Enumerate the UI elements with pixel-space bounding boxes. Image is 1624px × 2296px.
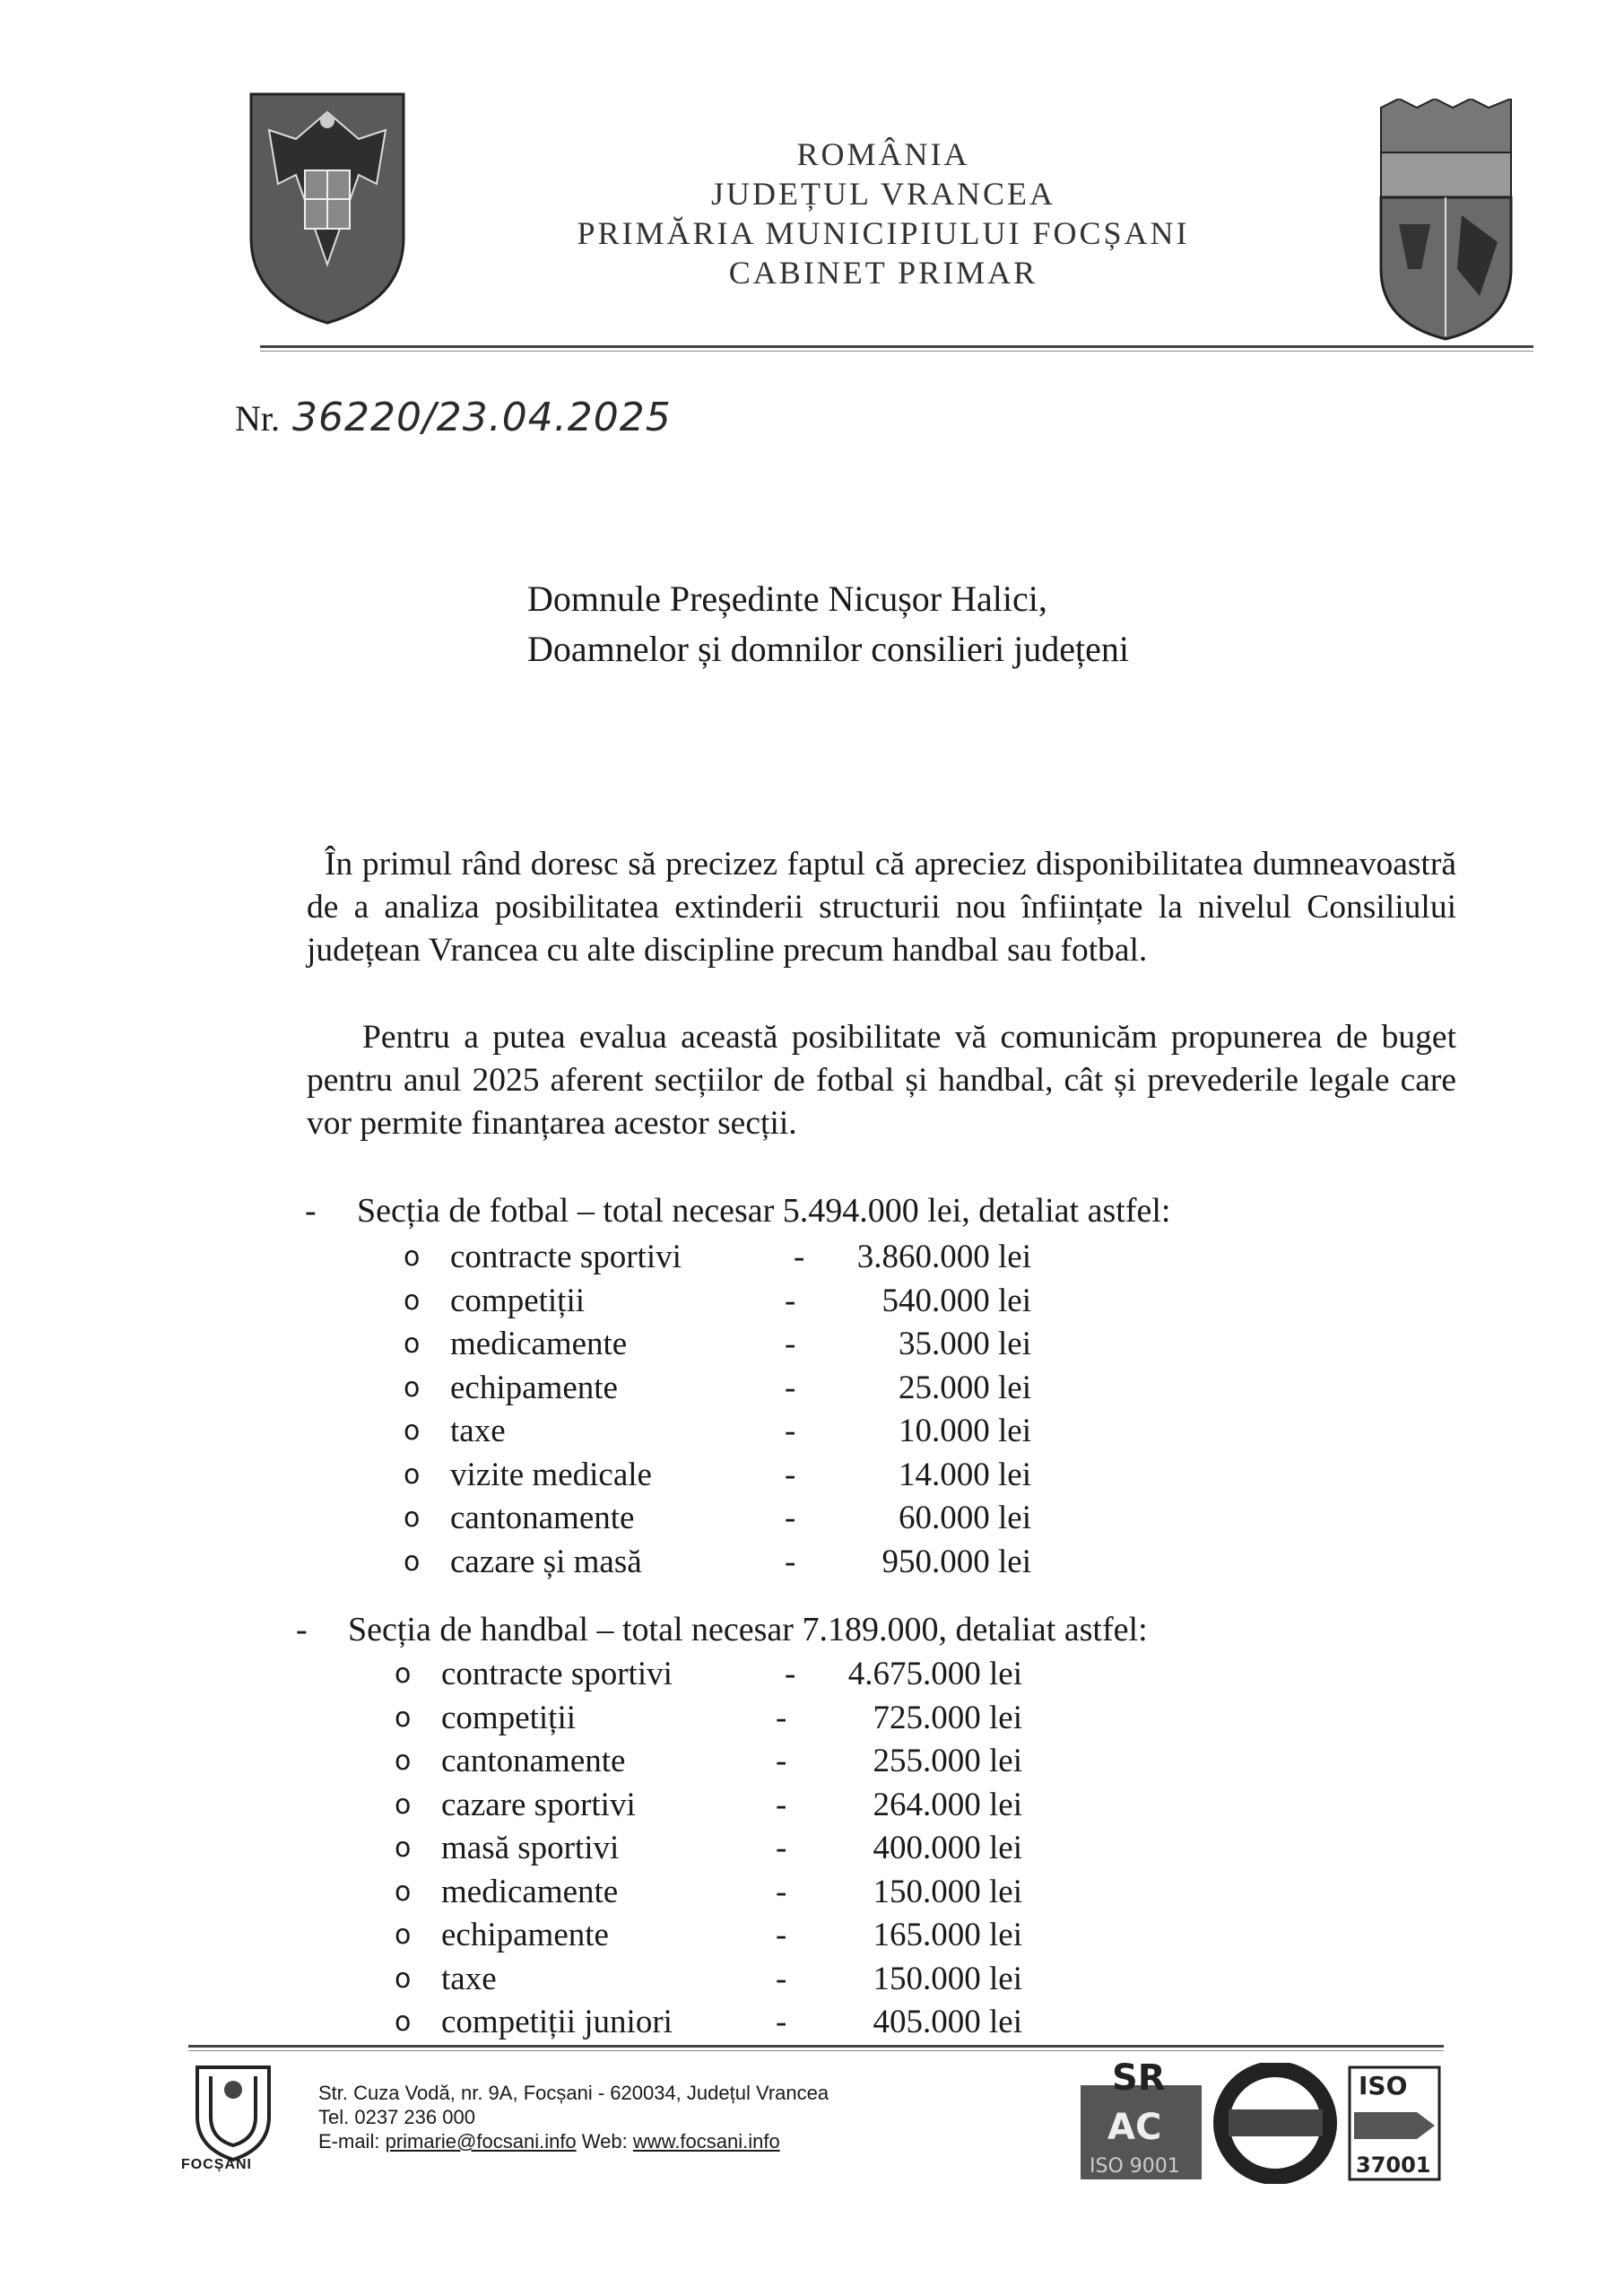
section-handbal-heading-text: Secția de handbal – total necesar 7.189.000, detaliat astfel:: [348, 1611, 1148, 1648]
handbal-item-0: [395, 1653, 1112, 1696]
fotbal-item-amount: 540.000 lei: [881, 1282, 1031, 1319]
fotbal-item-label: competiții: [450, 1282, 586, 1319]
salutation: [527, 574, 1129, 674]
list-dash: -: [776, 1830, 787, 1866]
salutation-line-councillors: Doamnelor și domnilor consilieri județeni: [527, 629, 1129, 669]
handbal-item-5: [395, 1871, 1112, 1914]
fotbal-item-label: echipamente: [450, 1369, 618, 1406]
fotbal-item-5: [404, 1454, 1121, 1497]
fotbal-item-label: cantonamente: [450, 1500, 635, 1536]
body-paragraph-1: În primul rând doresc să precizez faptul că apreciez disponibilitatea dumneavoastră de a analiza posibilitatea extinderii structurii nou înființate la nivelul Consiliului județean Vrancea cu alte discipline precum handbal sau fotbal.: [307, 846, 1456, 969]
header-divider: [260, 345, 1533, 348]
svg-text:37001: 37001: [1356, 2152, 1431, 2178]
fotbal-item-amount: 14.000 lei: [899, 1456, 1031, 1493]
header-municipality: PRIMĂRIA MUNICIPIULUI FOCȘANI: [577, 215, 1190, 251]
fotbal-item-amount: 3.860.000 lei: [856, 1239, 1031, 1275]
list-dash: -: [776, 1743, 787, 1779]
list-bullet: o: [395, 1919, 412, 1951]
certification-seal-icon: [1211, 2063, 1341, 2184]
fotbal-item-amount: 950.000 lei: [881, 1543, 1031, 1580]
handbal-item-label: cazare sportivi: [441, 1786, 636, 1823]
footer-divider: [188, 2045, 1444, 2048]
handbal-item-2: [395, 1740, 1112, 1783]
footer-contact: [318, 2081, 829, 2153]
handbal-item-amount: 4.675.000 lei: [847, 1656, 1022, 1692]
header-institution: [502, 135, 1264, 292]
handbal-item-label: cantonamente: [441, 1743, 626, 1779]
fotbal-item-amount: 25.000 lei: [899, 1369, 1031, 1406]
handbal-item-amount: 165.000 lei: [873, 1917, 1022, 1953]
list-bullet: o: [404, 1284, 421, 1317]
handbal-item-amount: 725.000 lei: [873, 1699, 1022, 1736]
handbal-item-amount: 150.000 lei: [873, 1960, 1022, 1997]
handbal-item-amount: 405.000 lei: [873, 2004, 1022, 2040]
list-dash: -: [776, 1699, 787, 1736]
svg-text:ISO 9001: ISO 9001: [1090, 2155, 1180, 2178]
handbal-item-label: contracte sportivi: [441, 1656, 673, 1692]
salutation-line-president: Domnule Președinte Nicușor Halici,: [527, 578, 1047, 619]
list-dash: -: [785, 1413, 796, 1449]
list-dash: -: [785, 1500, 796, 1536]
footer-online: [318, 2129, 829, 2153]
handbal-item-7: [395, 1958, 1112, 2001]
list-bullet: o: [395, 1658, 412, 1690]
fotbal-item-label: cazare și masă: [450, 1543, 642, 1580]
handbal-item-8: [395, 2001, 1112, 2044]
footer-logo-text: FOCȘANI: [181, 2157, 252, 2172]
handbal-item-3: [395, 1784, 1112, 1827]
section-handbal-heading: - Secția de handbal – total necesar 7.189.000, detaliat astfel:: [296, 1611, 1148, 1648]
handbal-item-label: masă sportivi: [441, 1830, 620, 1866]
handbal-item-1: [395, 1697, 1112, 1740]
footer-web-link[interactable]: www.focsani.info: [632, 2130, 780, 2152]
handbal-item-label: echipamente: [441, 1917, 609, 1953]
handbal-item-label: medicamente: [441, 1873, 619, 1910]
list-dash: -: [785, 1326, 796, 1362]
section-fotbal-heading-text: Secția de fotbal – total necesar 5.494.000 lei, detaliat astfel:: [357, 1192, 1171, 1230]
footer-email-label: E-mail:: [318, 2130, 380, 2152]
list-dash: -: [776, 1873, 787, 1910]
svg-text:ISO: ISO: [1359, 2071, 1408, 2100]
fotbal-item-amount: 35.000 lei: [899, 1326, 1031, 1362]
footer-divider-thin: [188, 2050, 1444, 2051]
iso-37001-cert-icon: [1345, 2063, 1444, 2184]
handbal-item-4: [395, 1827, 1112, 1870]
fotbal-item-label: vizite medicale: [450, 1456, 652, 1493]
list-bullet: o: [395, 1788, 412, 1821]
handbal-item-6: [395, 1914, 1112, 1957]
fotbal-item-3: [404, 1367, 1121, 1410]
list-dash: -: [785, 1282, 796, 1319]
svg-text:SR: SR: [1112, 2063, 1166, 2099]
list-bullet: o: [395, 1962, 412, 1995]
svg-text:AC: AC: [1107, 2107, 1162, 2148]
sracc-iso9001-cert-icon: [1076, 2063, 1206, 2184]
fotbal-item-4: [404, 1410, 1121, 1453]
list-dash: -: [776, 2004, 787, 2040]
handbal-item-amount: 255.000 lei: [873, 1743, 1022, 1779]
list-dash: -: [776, 1960, 787, 1997]
handbal-item-amount: 150.000 lei: [873, 1873, 1022, 1910]
romania-coat-of-arms-icon: [242, 85, 413, 327]
list-dash: -: [794, 1239, 805, 1275]
fotbal-item-7: [404, 1541, 1121, 1584]
header-county: JUDEȚUL VRANCEA: [711, 176, 1055, 212]
fotbal-item-label: taxe: [450, 1413, 506, 1449]
list-bullet: o: [395, 1701, 412, 1734]
header-divider-thin: [260, 351, 1533, 352]
list-dash: -: [785, 1369, 796, 1406]
list-bullet: o: [404, 1545, 421, 1578]
registration-number: [235, 395, 672, 440]
body-paragraph-2: Pentru a putea evalua această posibilitate vă comunicăm propunerea de buget pentru anul 2025 aferent secțiilor de fotbal și handbal, cât și prevederile legale care vor permite finanțarea acestor secții.: [307, 1019, 1456, 1142]
list-dash: -: [785, 1543, 796, 1580]
fotbal-item-amount: 60.000 lei: [899, 1500, 1031, 1536]
section-fotbal-heading: - Secția de fotbal – total necesar 5.494.000 lei, detaliat astfel:: [305, 1192, 1171, 1230]
list-dash: -: [776, 1917, 787, 1953]
fotbal-item-2: [404, 1323, 1121, 1366]
list-bullet: o: [404, 1502, 421, 1534]
list-bullet: o: [404, 1458, 421, 1491]
registration-prefix: Nr.: [235, 398, 280, 439]
footer-email-link[interactable]: primarie@focsani.info: [385, 2130, 577, 2152]
list-bullet: o: [395, 1875, 412, 1908]
list-bullet: o: [395, 1832, 412, 1864]
fotbal-item-1: [404, 1280, 1121, 1323]
list-dash: -: [785, 1456, 796, 1493]
handbal-item-label: taxe: [441, 1960, 497, 1997]
header-office: CABINET PRIMAR: [728, 255, 1038, 291]
list-bullet: o: [404, 1371, 421, 1404]
list-bullet: o: [404, 1241, 421, 1273]
list-dash: -: [776, 1786, 787, 1823]
footer-web-label: Web:: [581, 2130, 628, 2152]
list-bullet: o: [395, 2006, 412, 2038]
vrancea-coat-of-arms-icon: [1363, 99, 1529, 341]
fotbal-item-label: contracte sportivi: [450, 1239, 682, 1275]
handbal-item-label: competiții: [441, 1699, 577, 1736]
fotbal-item-amount: 10.000 lei: [899, 1413, 1031, 1449]
footer-phone: Tel. 0237 236 000: [318, 2106, 475, 2128]
fotbal-item-0: [404, 1236, 1121, 1279]
header-country: ROMÂNIA: [796, 136, 970, 172]
list-bullet: o: [395, 1745, 412, 1777]
handbal-item-amount: 400.000 lei: [873, 1830, 1022, 1866]
list-bullet: o: [404, 1328, 421, 1360]
fotbal-item-6: [404, 1497, 1121, 1540]
list-bullet: o: [404, 1415, 421, 1447]
registration-handwritten: 36220/23.04.2025: [292, 395, 672, 440]
focsani-logo-icon: [188, 2063, 278, 2161]
handbal-item-label: competiții juniori: [441, 2004, 673, 2040]
handbal-item-amount: 264.000 lei: [873, 1786, 1022, 1823]
fotbal-item-label: medicamente: [450, 1326, 628, 1362]
footer-address: Str. Cuza Vodă, nr. 9A, Focșani - 620034, Județul Vrancea: [318, 2082, 829, 2104]
list-dash: -: [785, 1656, 796, 1692]
